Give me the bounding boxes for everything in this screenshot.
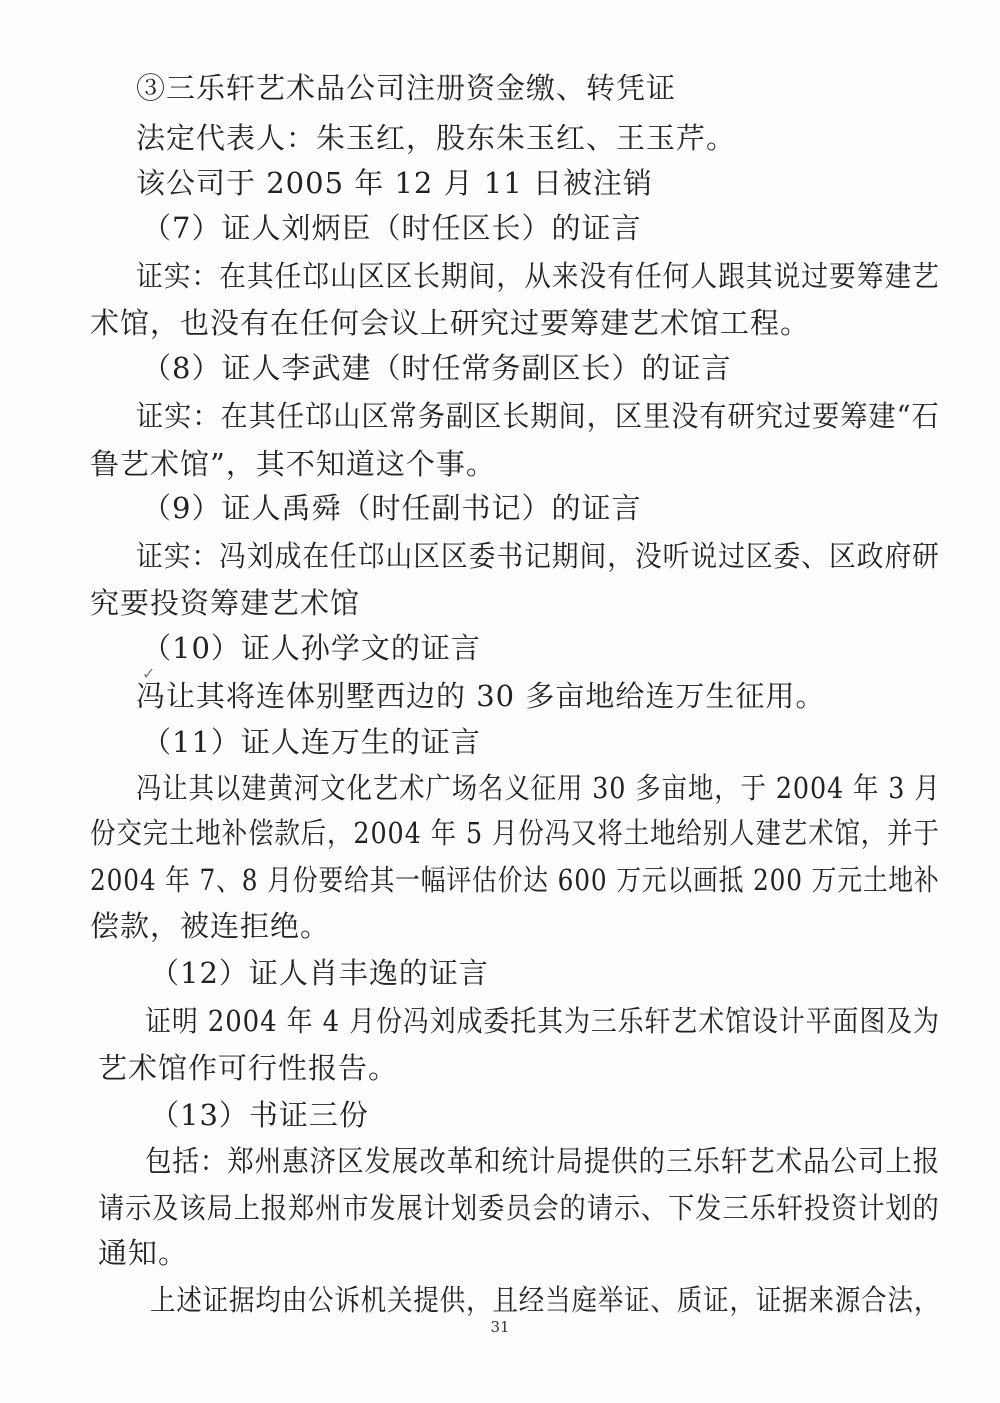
text-line-21: 证明 2004 年 4 月份冯刘成委托其为三乐轩艺术馆设计平面图及为 bbox=[145, 1004, 940, 1038]
text-line-8: 证实：在其任邙山区常务副区长期间，区里没有研究过要筹建“石 bbox=[136, 399, 940, 433]
text-line-7: （8）证人李武建（时任常务副区长）的证言 bbox=[142, 351, 732, 385]
text-line-16: 冯让其以建黄河文化艺术广场名义征用 30 多亩地，于 2004 年 3 月 bbox=[136, 771, 941, 805]
text-line-5: 证实：在其任邙山区区长期间，从来没有任何人跟其说过要筹建艺 bbox=[136, 259, 940, 293]
text-line-13: （10）证人孙学文的证言 bbox=[142, 631, 481, 665]
text-line-11: 证实：冯刘成在任邙山区区委书记期间，没听说过区委、区政府研 bbox=[136, 539, 940, 573]
text-line-23: （13）书证三份 bbox=[150, 1098, 369, 1132]
text-line-12: 究要投资筹建艺术馆 bbox=[90, 586, 361, 620]
text-line-18: 2004 年 7、8 月份要给其一幅评估价达 600 万元以画抵 200 万元土地补 bbox=[90, 863, 940, 897]
text-line-26: 通知。 bbox=[98, 1236, 189, 1270]
text-line-27: 上述证据均由公诉机关提供，且经当庭举证、质证，证据来源合法， bbox=[150, 1283, 941, 1317]
text-line-19: 偿款，被连拒绝。 bbox=[90, 909, 331, 943]
page-number: 31 bbox=[490, 1318, 510, 1336]
text-line-4: （7）证人刘炳臣（时任区长）的证言 bbox=[142, 211, 642, 245]
text-line-9: 鲁艺术馆”，其不知道这个事。 bbox=[90, 447, 496, 481]
text-line-25: 请示及该局上报郑州市发展计划委员会的请示、下发三乐轩投资计划的 bbox=[98, 1191, 940, 1225]
text-line-20: （12）证人肖丰逸的证言 bbox=[150, 956, 489, 990]
text-line-3: 该公司于 2005 年 12 月 11 日被注销 bbox=[136, 166, 653, 200]
text-line-22: 艺术馆作可行性报告。 bbox=[98, 1051, 399, 1085]
text-line-10: （9）证人禹舜（时任副书记）的证言 bbox=[142, 491, 642, 525]
text-line-1: ③三乐轩艺术品公司注册资金缴、转凭证 bbox=[136, 71, 677, 105]
text-line-17: 份交完土地补偿款后，2004 年 5 月份冯又将土地给别人建艺术馆，并于 bbox=[90, 816, 940, 850]
text-line-14: 冯让其将连体别墅西边的 30 多亩地给连万生征用。 bbox=[136, 679, 826, 713]
scan-tick-mark: ✓ bbox=[142, 664, 156, 683]
text-line-2: 法定代表人：朱玉红，股东朱玉红、王玉芹。 bbox=[136, 121, 737, 155]
text-line-15: （11）证人连万生的证言 bbox=[142, 725, 481, 759]
text-line-24: 包括：郑州惠济区发展改革和统计局提供的三乐轩艺术品公司上报 bbox=[145, 1144, 941, 1178]
text-line-6: 术馆，也没有在任何会议上研究过要筹建艺术馆工程。 bbox=[90, 306, 811, 340]
